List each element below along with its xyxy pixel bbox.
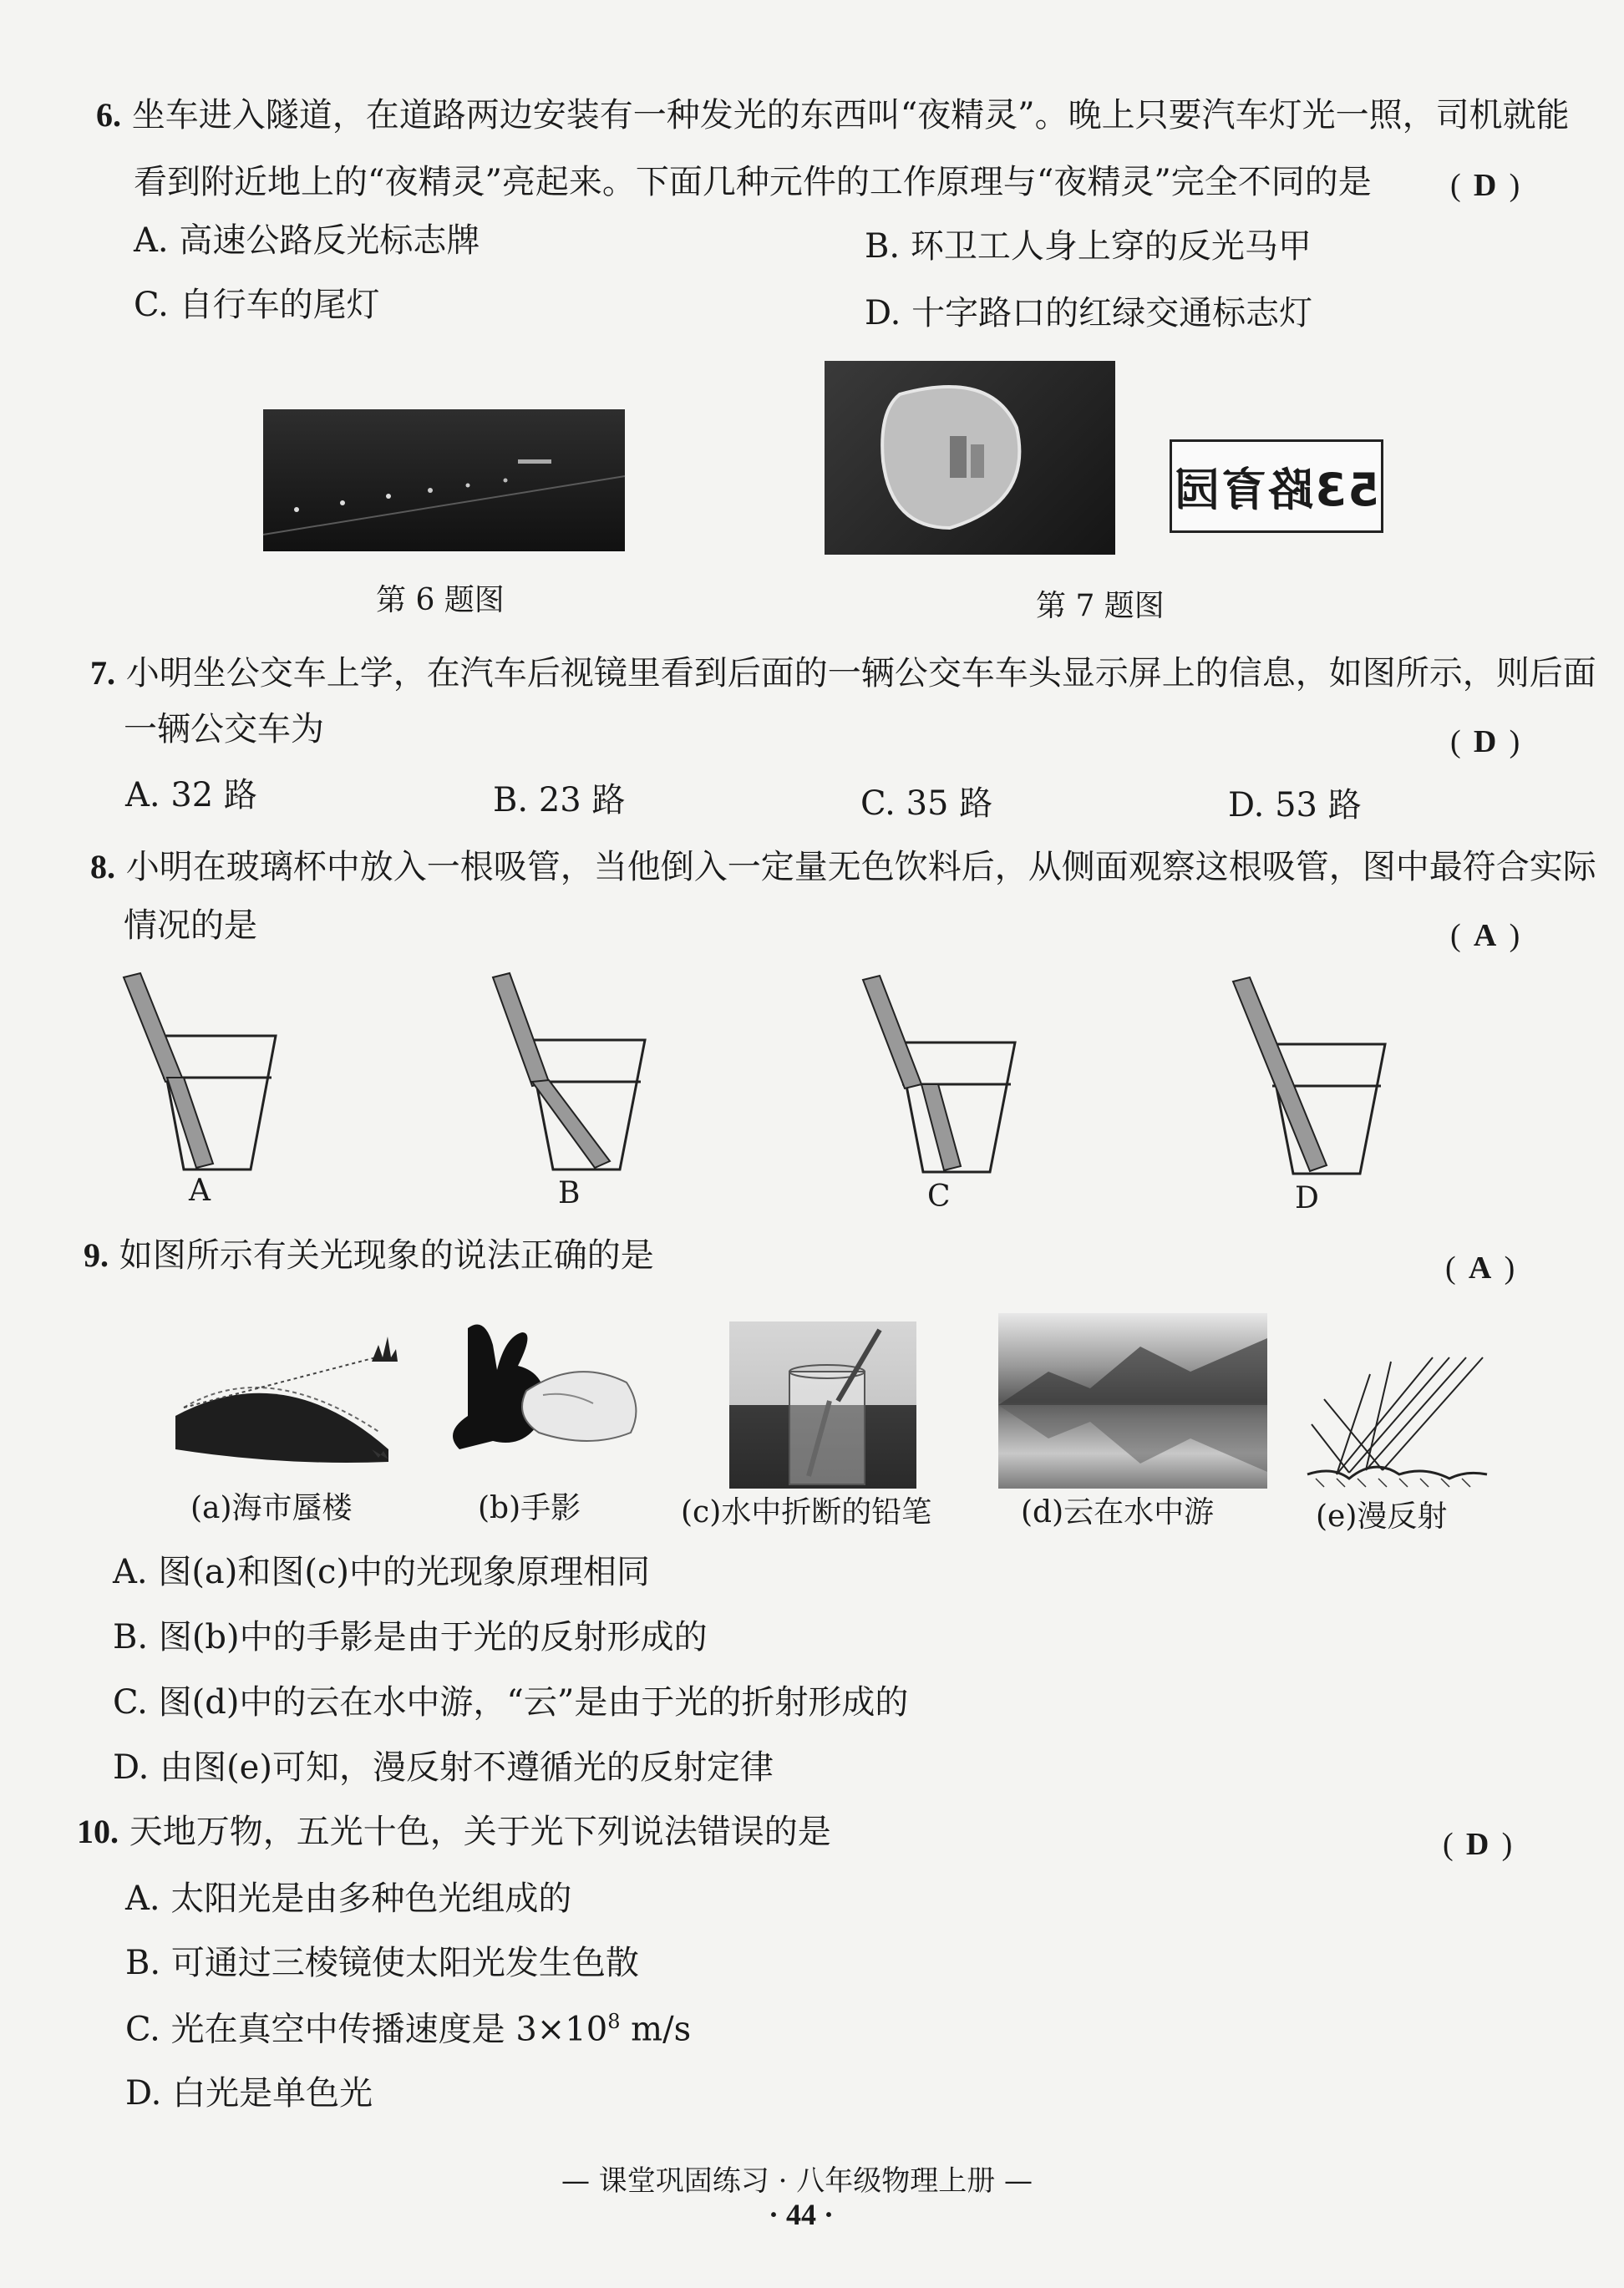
q6-answer: ( D ) [1450,168,1520,203]
q8-glass-d [1226,977,1402,1178]
q8-straw-c [863,976,961,1170]
q8-glass-c [856,976,1032,1176]
q9-caption-e: (e)漫反射 [1316,1499,1448,1534]
q7-text-line1: 小明坐公交车上学，在汽车后视镜里看到后面的一辆公交车车头显示屏上的信息，如图所示，则后面 [125,654,1596,692]
q9-option-a: A. 图(a)和图(c)中的光现象原理相同 [113,1553,650,1591]
q8-label-c: C [927,1180,951,1214]
q7-bus-sign [1170,439,1383,533]
q7-option-a: A. 32 路 [125,776,257,814]
q10-stem-line1 [77,1815,831,1849]
q9-hand-shadow-figure [434,1311,643,1479]
q9-caption-b: (b)手影 [478,1491,581,1525]
q6-option-d: D. 十字路口的红绿交通标志灯 [865,294,1313,332]
q7-figure-caption: 第 7 题图 [1036,589,1165,623]
q9-cloud-lake-figure [998,1313,1267,1489]
q10-option-c-exponent: 8 [607,2010,621,2033]
q7-number: 7. [90,654,115,692]
q9-pencil-figure [729,1322,916,1489]
q9-diffuse-reflection-figure [1299,1349,1491,1487]
q8-label-a: A [189,1174,211,1208]
q8-straw-b [493,973,610,1168]
q10-number: 10. [77,1813,119,1850]
q9-number: 9. [84,1236,109,1274]
q6-stem-line1 [96,96,1570,134]
q7-answer: ( D ) [1450,724,1520,759]
q10-option-d: D. 白光是单色光 [125,2074,373,2113]
q9-option-b: B. 图(b)中的手影是由于光的反射形成的 [113,1618,708,1656]
page-number: · 44 · [769,2198,835,2231]
q6-option-a: A. 高速公路反光标志牌 [134,221,480,260]
q7-mirror-photo [825,361,1115,555]
q8-straw-d [1233,977,1327,1171]
q10-answer: ( D ) [1443,1827,1513,1862]
q10-text-line1: 天地万物，五光十色，关于光下列说法错误的是 [129,1813,831,1851]
q8-text-line1: 小明在玻璃杯中放入一根吸管，当他倒入一定量无色饮料后，从侧面观察这根吸管，图中最符合实际 [125,848,1596,886]
q8-glass-a [117,973,292,1174]
q9-answer: ( A ) [1445,1251,1515,1286]
q7-option-d: D. 53 路 [1228,786,1362,824]
q6-text-line1: 坐车进入隧道，在道路两边安装有一种发光的东西叫“夜精灵”。晚上只要汽车灯光一照，司机就能 [131,96,1570,134]
q8-stem-line1 [90,850,1596,884]
q6-figure-caption: 第 6 题图 [376,583,505,617]
q6-option-b: B. 环卫工人身上穿的反光马甲 [865,227,1312,266]
q8-text-line2: 情况的是 [124,906,257,945]
q8-answer: ( A ) [1450,918,1520,953]
q9-stem-line1 [84,1236,654,1275]
q9-caption-d: (d)云在水中游 [1021,1495,1215,1530]
q8-label-b: B [558,1176,581,1210]
footer-title: — 课堂巩固练习 · 八年级物理上册 — [561,2164,1033,2198]
q10-option-c-unit: m/s [620,2010,692,2049]
q10-option-c [125,2010,692,2049]
q9-option-c: C. 图(d)中的云在水中游，“云”是由于光的折射形成的 [113,1683,909,1722]
q9-pencil-glass [729,1322,916,1489]
q9-option-d: D. 由图(e)可知，漫反射不遵循光的反射定律 [113,1748,774,1787]
q7-option-b: B. 23 路 [493,781,626,819]
q7-option-c: C. 35 路 [860,784,993,823]
q7-bus-sign-text: 53路育园 [1173,463,1380,516]
q6-text-line2: 看到附近地上的“夜精灵”亮起来。下面几种元件的工作原理与“夜精灵”完全不同的是 [134,163,1372,201]
q6-tunnel-photo [263,409,625,551]
q9-mirage-figure [167,1324,401,1474]
q7-text-line2: 一辆公交车为 [124,710,324,748]
q9-caption-a: (a)海市蜃楼 [190,1491,353,1525]
q6-option-c: C. 自行车的尾灯 [134,286,380,324]
q7-mirror-shape [825,361,1115,555]
q9-mountain-shape [998,1313,1267,1489]
q8-glass-b [486,973,662,1174]
q10-option-a: A. 太阳光是由多种色光组成的 [125,1880,572,1918]
q6-road-lights [263,409,625,551]
q9-text-line1: 如图所示有关光现象的说法正确的是 [119,1236,654,1275]
q8-straw-a [124,973,213,1168]
q10-option-c-text: C. 光在真空中传播速度是 3×10 [125,2010,608,2049]
q9-caption-c: (c)水中折断的铅笔 [681,1495,932,1530]
q7-stem-line1 [90,654,1596,692]
q8-number: 8. [90,848,115,885]
q6-number: 6. [96,96,121,134]
q8-label-d: D [1295,1181,1319,1215]
q10-option-b: B. 可通过三棱镜使太阳光发生色散 [125,1944,639,1982]
